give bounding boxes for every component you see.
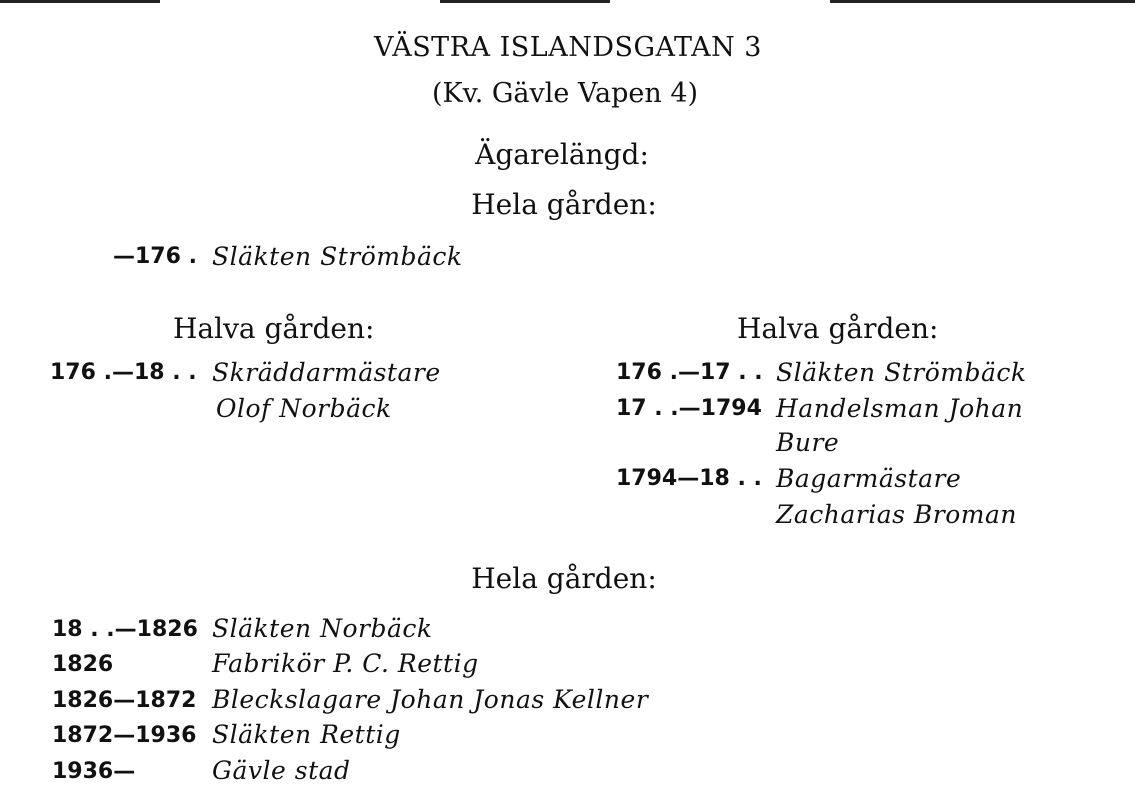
right-half-row-owner: Handelsman Johan	[776, 394, 1024, 423]
section-heading-whole-1: Hela gården:	[471, 188, 657, 221]
top-rule-middle	[440, 0, 610, 3]
section2-row-date: 1936—	[52, 759, 136, 784]
section2-row-date: 1826	[52, 652, 114, 677]
section2-row-date: 18 . .—1826	[52, 617, 198, 642]
owner-list-heading: Ägarelängd:	[475, 138, 649, 171]
left-half-row-date: 176 .—18 . .	[50, 360, 197, 385]
section2-row-date: 1826—1872	[52, 688, 197, 713]
right-half-row-date: 176 .—17 . .	[616, 360, 763, 385]
right-half-row-date: 17 . .—1794	[616, 396, 762, 421]
page-title: VÄSTRA ISLANDSGATAN 3	[374, 32, 762, 63]
section-heading-whole-2: Hela gården:	[471, 562, 657, 595]
right-half-row-owner: Bagarmästare	[776, 464, 962, 493]
section2-row-owner: Fabrikör P. C. Rettig	[212, 649, 479, 678]
section2-row-date: 1872—1936	[52, 723, 197, 748]
left-half-row-owner: Skräddarmästare	[212, 358, 441, 387]
right-half-row-owner-cont: Bure	[776, 428, 840, 457]
right-half-heading: Halva gården:	[737, 312, 939, 345]
left-half-heading: Halva gården:	[173, 312, 375, 345]
top-rule-left	[0, 0, 160, 3]
section2-row-owner: Bleckslagare Johan Jonas Kellner	[212, 685, 649, 714]
right-half-row-owner-cont: Zacharias Broman	[776, 500, 1017, 529]
left-half-row-owner-cont: Olof Norbäck	[216, 394, 392, 423]
top-rule-right	[830, 0, 1135, 3]
right-half-row-owner: Släkten Strömbäck	[776, 358, 1027, 387]
section2-row-owner: Släkten Rettig	[212, 720, 401, 749]
section2-row-owner: Gävle stad	[212, 756, 351, 785]
section1-row-owner: Släkten Strömbäck	[212, 242, 463, 271]
page-subtitle: (Kv. Gävle Vapen 4)	[431, 78, 699, 109]
section2-row-owner: Släkten Norbäck	[212, 614, 433, 643]
right-half-row-date: 1794—18 . .	[616, 466, 762, 491]
section1-row-date: —176 .	[113, 244, 197, 269]
